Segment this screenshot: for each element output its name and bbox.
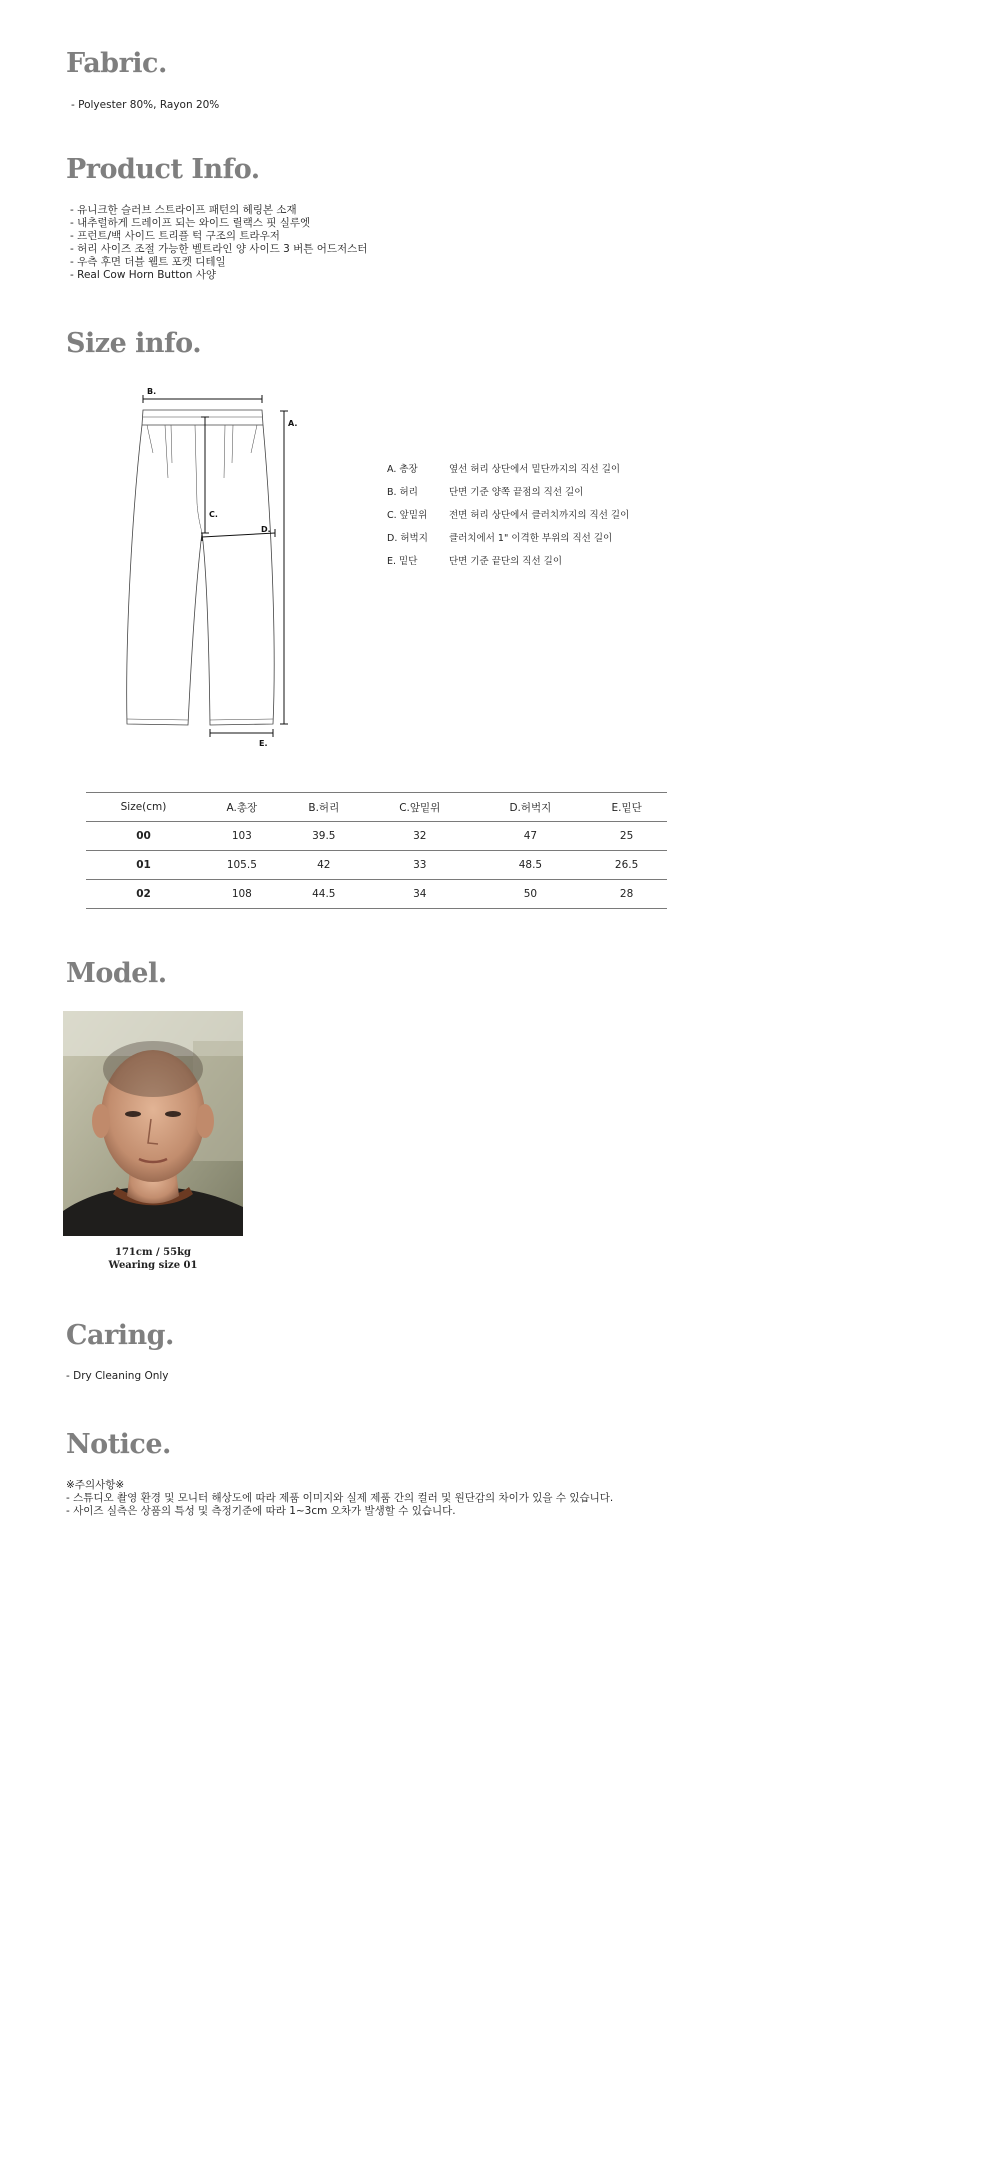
table-cell: 33: [365, 851, 475, 880]
table-cell: 47: [475, 822, 587, 851]
table-row: [86, 880, 667, 909]
size-cell: 00: [86, 822, 201, 851]
table-cell: 28: [586, 880, 667, 909]
diagram-label-c: C.: [209, 510, 218, 519]
table-cell: 44.5: [283, 880, 365, 909]
product-info-text: [70, 204, 367, 282]
legend-row: [387, 461, 629, 484]
legend-key: A. 총장: [387, 464, 418, 475]
diagram-label-b: B.: [147, 387, 157, 396]
measurement-legend: [387, 461, 629, 576]
model-caption: [63, 1246, 243, 1272]
product-info-line: - 내추럴하게 드레이프 되는 와이드 릴랙스 핏 실루엣: [70, 217, 311, 229]
legend-desc: 옆선 허리 상단에서 밑단까지의 직선 길이: [449, 464, 621, 475]
table-cell: 34: [365, 880, 475, 909]
header-waist: B.허리: [283, 793, 365, 822]
legend-row: [387, 484, 629, 507]
table-cell: 103: [201, 822, 283, 851]
product-info-line: - 우측 후면 더블 웰트 포켓 디테일: [70, 256, 226, 268]
table-cell: 105.5: [201, 851, 283, 880]
product-info-line: - Real Cow Horn Button 사양: [70, 269, 217, 281]
legend-desc: 클러치에서 1" 이격한 부위의 직선 길이: [449, 533, 613, 544]
header-length: A.총장: [201, 793, 283, 822]
table-cell: 26.5: [586, 851, 667, 880]
caring-text: [66, 1370, 169, 1383]
model-photo: [63, 1011, 243, 1236]
size-chart-table: [86, 792, 667, 909]
header-size: Size(cm): [86, 793, 201, 822]
header-hem: E.밑단: [586, 793, 667, 822]
fabric-line: - Polyester 80%, Rayon 20%: [71, 99, 220, 111]
table-cell: 50: [475, 880, 587, 909]
notice-text: [66, 1479, 613, 1518]
table-cell: 39.5: [283, 822, 365, 851]
legend-row: [387, 507, 629, 530]
model-measurements: 171cm / 55kg: [115, 1247, 191, 1258]
product-info-line: - 유니크한 슬러브 스트라이프 패턴의 헤링본 소재: [70, 204, 297, 216]
size-info-heading: Size info.: [66, 328, 202, 359]
table-cell: 42: [283, 851, 365, 880]
model-heading: Model.: [66, 958, 167, 989]
caring-line: - Dry Cleaning Only: [66, 1370, 169, 1382]
fabric-heading: Fabric.: [66, 48, 167, 79]
notice-line: - 사이즈 실측은 상품의 특성 및 측정기준에 따라 1~3cm 오차가 발생할 수 있습니다.: [66, 1505, 456, 1517]
product-info-line: - 허리 사이즈 조절 가능한 벨트라인 양 사이드 3 버튼 어드저스터: [70, 243, 368, 255]
table-cell: 32: [365, 822, 475, 851]
size-cell: 02: [86, 880, 201, 909]
legend-key: C. 앞밑위: [387, 510, 428, 521]
pants-measurement-diagram: [125, 383, 315, 755]
legend-key: D. 허벅지: [387, 533, 428, 544]
caring-heading: Caring.: [66, 1320, 174, 1351]
table-row: [86, 822, 667, 851]
table-cell: 25: [586, 822, 667, 851]
legend-key: B. 허리: [387, 487, 418, 498]
table-cell: 108: [201, 880, 283, 909]
notice-heading: Notice.: [66, 1429, 171, 1460]
header-rise: C.앞밑위: [365, 793, 475, 822]
product-info-line: - 프런트/백 사이드 트리플 턱 구조의 트라우저: [70, 230, 280, 242]
fabric-text: [71, 99, 219, 112]
legend-desc: 단면 기준 끝단의 직선 길이: [449, 556, 563, 567]
notice-line: ※주의사항※: [66, 1479, 125, 1491]
table-row: [86, 851, 667, 880]
diagram-label-e: E.: [259, 739, 268, 748]
notice-line: - 스튜디오 촬영 환경 및 모니터 해상도에 따라 제품 이미지와 실제 제품 간의 컬러 및 원단감의 차이가 있을 수 있습니다.: [66, 1492, 614, 1504]
header-thigh: D.허벅지: [475, 793, 587, 822]
diagram-label-a: A.: [288, 419, 298, 428]
product-info-heading: Product Info.: [66, 154, 260, 185]
legend-desc: 단면 기준 양쪽 끝점의 직선 길이: [449, 487, 584, 498]
table-header-row: [86, 793, 667, 822]
diagram-label-d: D.: [261, 525, 271, 534]
table-cell: 48.5: [475, 851, 587, 880]
size-cell: 01: [86, 851, 201, 880]
pants-outline: [127, 425, 274, 725]
legend-desc: 전면 허리 상단에서 클러치까지의 직선 길이: [449, 510, 630, 521]
legend-key: E. 밑단: [387, 556, 418, 567]
legend-row: [387, 553, 629, 576]
legend-row: [387, 530, 629, 553]
model-wearing-size: Wearing size 01: [108, 1260, 198, 1271]
